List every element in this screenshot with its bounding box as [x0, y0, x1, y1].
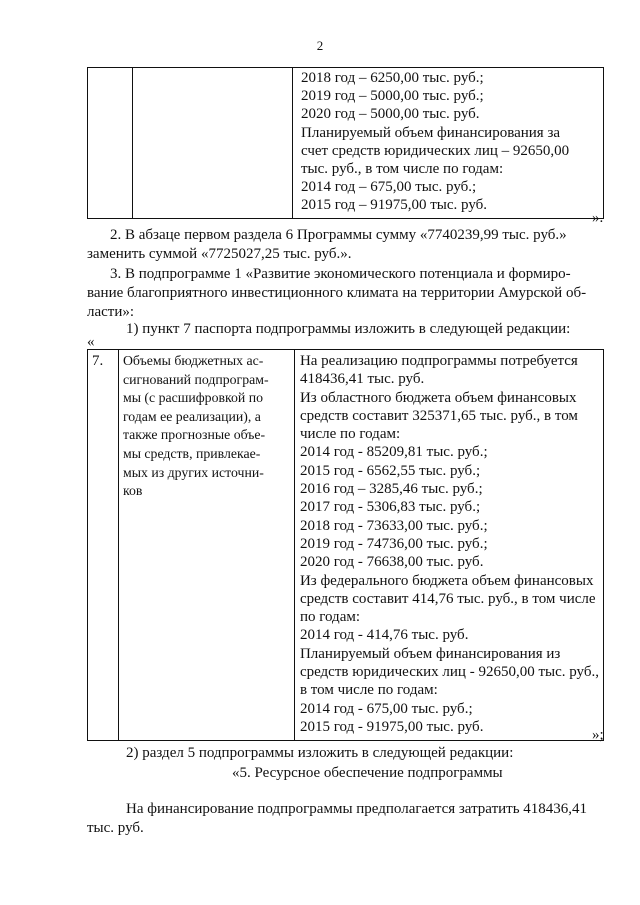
item2-line1: 2. В абзаце первом раздела 6 Программы сумму «7740239,99 тыс. руб.» — [110, 227, 567, 243]
table2-line: 2014 год - 675,00 тыс. руб.; — [299, 700, 473, 717]
table2-line: по годам: — [299, 609, 361, 626]
table2-line: На реализацию подпрограммы потребуется — [299, 353, 578, 369]
table2-number-cell: 7. — [88, 350, 119, 741]
table1-closing-mark: ». — [592, 210, 604, 226]
table1-line: тыс. руб., в том числе по годам: — [301, 161, 504, 178]
table1-line: 2018 год – 6250,00 тыс. руб.; — [301, 70, 484, 86]
table2-line: 2017 год - 5306,83 тыс. руб.; — [299, 499, 481, 516]
opening-quote: « — [87, 334, 95, 350]
table2-line: в том числе по годам: — [299, 682, 438, 699]
table2-label-line: мы (с расшифровкой по — [122, 390, 264, 406]
subpoint-1: 1) пункт 7 паспорта подпрограммы изложить в следующей редакции: — [126, 321, 571, 337]
subpoint-2: 2) раздел 5 подпрограммы изложить в следующей редакции: — [126, 745, 514, 761]
table2-label-cell — [118, 350, 294, 741]
table2-line: 2019 год - 74736,00 тыс. руб.; — [299, 535, 488, 552]
table2-line: 2015 год - 91975,00 тыс. руб. — [299, 718, 484, 735]
table2-label-line: ков — [122, 483, 143, 499]
table2-line: 2018 год - 73633,00 тыс. руб.; — [299, 517, 488, 534]
item3-line3: ласти»: — [87, 304, 135, 320]
table1-line: 2019 год – 5000,00 тыс. руб.; — [301, 88, 484, 105]
table2-line: 2016 год – 3285,46 тыс. руб.; — [299, 481, 483, 498]
table1-line: 2015 год – 91975,00 тыс. руб. — [301, 197, 488, 214]
table1-line: 2020 год – 5000,00 тыс. руб. — [301, 106, 480, 123]
table2-line: средств юридических лиц - 92650,00 тыс. руб., — [299, 664, 599, 681]
table2-line: 2014 год - 414,76 тыс. руб. — [299, 627, 469, 644]
table2-line: средств составит 414,76 тыс. руб., в том числе — [299, 590, 596, 607]
section-heading: «5. Ресурсное обеспечение подпрограммы — [232, 765, 503, 781]
table2-label-line: мых из других источни- — [122, 464, 264, 480]
page-number: 2 — [316, 38, 324, 53]
table2-label-line: годам ее реализации), а — [122, 408, 261, 424]
table1-number-cell — [88, 68, 133, 219]
final-paragraph-line1: На финансирование подпрограммы предполагается затратить 418436,41 — [126, 801, 588, 817]
table2-line: Из областного бюджета объем финансовых — [299, 389, 577, 406]
table1-line: 2014 год – 675,00 тыс. руб.; — [301, 179, 477, 196]
table2-line: средств составит 325371,65 тыс. руб., в том — [299, 407, 578, 424]
continued-table — [87, 67, 604, 219]
table2-line: 2015 год - 6562,55 тыс. руб.; — [299, 462, 481, 479]
table2-label-line: сигнований подпрограм- — [122, 371, 269, 387]
table1-line: Планируемый объем финансирования за — [301, 124, 561, 141]
table2-line: 2014 год - 85209,81 тыс. руб.; — [299, 444, 488, 461]
final-paragraph-line2: тыс. руб. — [87, 820, 144, 836]
table2-line: 418436,41 тыс. руб. — [299, 371, 425, 388]
item3-line2: вание благоприятного инвестиционного климата на территории Амурской об- — [87, 285, 587, 301]
table2-label-line: мы средств, привлекае- — [122, 445, 261, 461]
table1-label-cell — [133, 68, 293, 219]
table2-line: Из федерального бюджета объем финансовых — [299, 572, 594, 589]
item2-line2: заменить суммой «7725027,25 тыс. руб.». — [87, 246, 352, 262]
table2-content-cell — [294, 350, 603, 741]
table2-closing-mark: »; — [592, 727, 604, 743]
table1-line: счет средств юридических лиц – 92650,00 — [301, 142, 570, 159]
table2-label-line: также прогнозные объе- — [122, 427, 266, 443]
table2-line: Планируемый объем финансирования из — [299, 645, 561, 662]
table1-content-cell — [293, 68, 604, 219]
table2-line: числе по годам: — [299, 426, 401, 443]
table2-label-line: Объемы бюджетных ас- — [122, 353, 264, 368]
table2-line: 2020 год - 76638,00 тыс. руб. — [299, 554, 484, 571]
passport-table — [87, 349, 604, 741]
item3-line1: 3. В подпрограмме 1 «Развитие экономического потенциала и формиро- — [110, 266, 571, 282]
